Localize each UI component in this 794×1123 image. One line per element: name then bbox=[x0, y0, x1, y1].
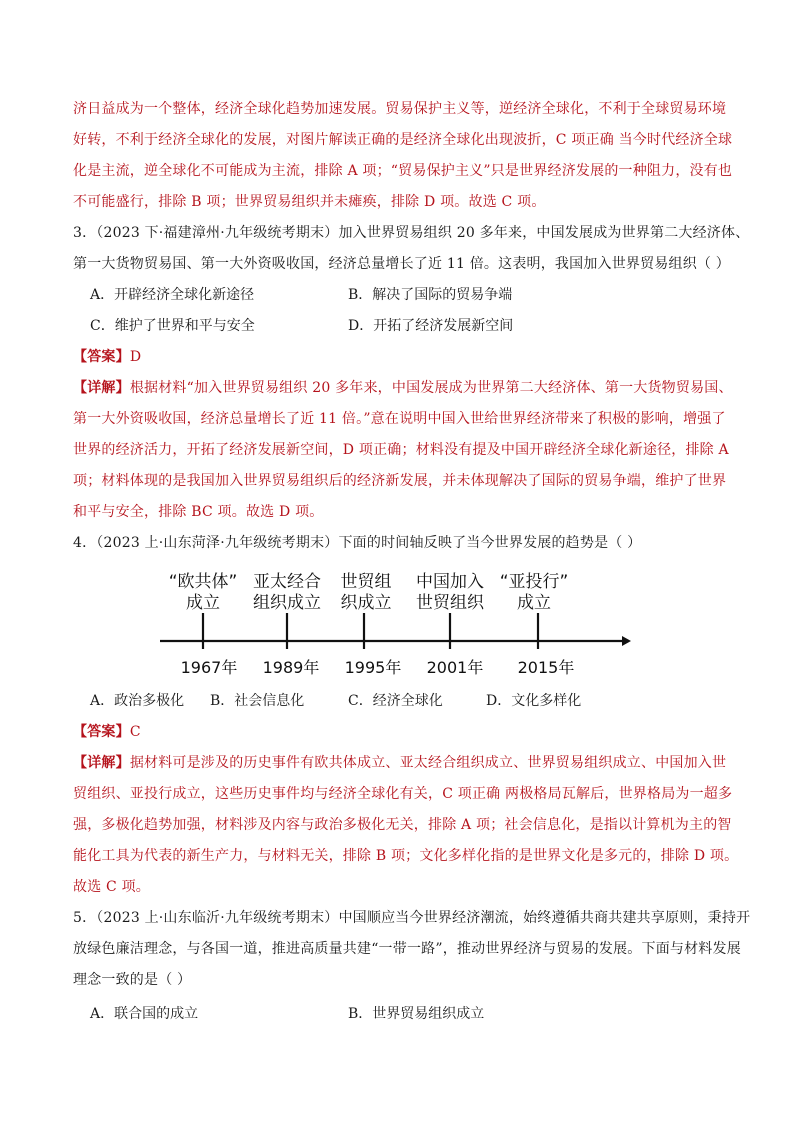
event-1-year: 1967年 bbox=[180, 658, 238, 677]
event-1-label-line2: 成立 bbox=[186, 593, 220, 613]
event-4-label-line1: 中国加入 bbox=[416, 572, 484, 592]
event-2-year: 1989年 bbox=[262, 658, 320, 677]
intro-line-1: 济日益成为一个整体，经济全球化趋势加速发展。贸易保护主义等，逆经济全球化，不利于全球贸易环境 bbox=[73, 101, 727, 117]
event-5-label-line1: “亚投行” bbox=[499, 572, 569, 592]
detail-text: 据材料可是涉及的历史事件有欧共体成立、亚太经合组织成立、世界贸易组织成立、中国加入世 bbox=[129, 755, 727, 771]
q4-detail-line-5: 故选 C 项。 bbox=[73, 879, 151, 895]
answer-value: C bbox=[129, 724, 141, 740]
q3-answer bbox=[73, 346, 141, 366]
timeline-figure bbox=[0, 565, 794, 685]
answer-tag: 【答案】 bbox=[73, 349, 130, 365]
q4-answer bbox=[73, 721, 141, 741]
q5-option-b: B．世界贸易组织成立 bbox=[348, 1006, 485, 1022]
q5-option-a: A．联合国的成立 bbox=[90, 1006, 199, 1022]
q3-detail-line-3: 世界的经济活力，开拓了经济发展新空间，D 项正确；材料没有提及中国开辟经济全球化新途径，排除 A bbox=[73, 442, 729, 458]
q3-option-a: A．开辟经济全球化新途径 bbox=[90, 287, 255, 303]
q4-option-b: B．社会信息化 bbox=[210, 693, 305, 709]
detail-text: 根据材料“加入世界贸易组织 20 多年来，中国发展成为世界第二大经济体、第一大货物贸易国、 bbox=[129, 380, 733, 396]
q4-detail-line-2: 贸组织、亚投行成立，这些历史事件均与经济全球化有关，C 项正确 两极格局瓦解后，世界格局为一超多 bbox=[73, 786, 733, 802]
q3-option-b: B．解决了国际的贸易争端 bbox=[348, 287, 513, 303]
event-4-year: 2001年 bbox=[426, 658, 484, 677]
q5-stem-line-2: 放绿色廉洁理念，与各国一道，推进高质量共建“一带一路”，推动世界经济与贸易的发展。下面与材料发展 bbox=[73, 941, 741, 957]
q4-option-c: C．经济全球化 bbox=[348, 693, 443, 709]
event-5-label-line2: 成立 bbox=[517, 593, 551, 613]
q3-stem-line-2: 第一大货物贸易国、第一大外资吸收国，经济总量增长了近 11 倍。这表明，我国加入世界贸易组织（ ） bbox=[73, 256, 730, 272]
timeline-arrow-icon bbox=[622, 636, 631, 646]
answer-value: D bbox=[129, 349, 142, 365]
q3-detail-line-2: 第一大外资吸收国，经济总量增长了近 11 倍。”意在说明中国入世给世界经济带来了积极的影响，增强了 bbox=[73, 411, 726, 427]
event-2-label-line2: 组织成立 bbox=[253, 593, 321, 613]
event-4-label-line2: 世贸组织 bbox=[416, 593, 484, 613]
event-5-year: 2015年 bbox=[517, 658, 575, 677]
detail-tag: 【详解】 bbox=[73, 380, 130, 396]
event-1-label-line1: “欧共体” bbox=[168, 572, 238, 592]
q4-detail-line-1 bbox=[73, 752, 726, 772]
q4-stem: 4．（2023 上·山东菏泽·九年级统考期末）下面的时间轴反映了当今世界发展的趋势是（ ） bbox=[73, 535, 642, 551]
event-3-label-line1: 世贸组 bbox=[340, 572, 392, 592]
answer-tag: 【答案】 bbox=[73, 724, 130, 740]
q5-stem-line-1: 5．（2023 上·山东临沂·九年级统考期末）中国顺应当今世界经济潮流，始终遵循共商共建共享原则，秉持开 bbox=[73, 910, 751, 926]
event-2-label-line1: 亚太经合 bbox=[253, 572, 321, 592]
q3-stem-line-1: 3．（2023 下·福建漳州·九年级统考期末）加入世界贸易组织 20 多年来，中国发展成为世界第二大经济体、 bbox=[73, 225, 750, 241]
q4-option-a: A．政治多极化 bbox=[90, 693, 185, 709]
intro-line-3: 化是主流，逆全球化不可能成为主流，排除 A 项；“贸易保护主义”只是世界经济发展的一种阻力，没有也 bbox=[73, 163, 733, 179]
q3-option-c: C．维护了世界和平与安全 bbox=[90, 318, 255, 334]
q3-detail-line-4: 项；材料体现的是我国加入世界贸易组织后的经济新发展，并未体现解决了国际的贸易争端，维护了世界 bbox=[73, 473, 727, 489]
detail-tag: 【详解】 bbox=[73, 755, 130, 771]
q3-detail-line-5: 和平与安全，排除 BC 项。故选 D 项。 bbox=[73, 504, 324, 520]
q4-detail-line-4: 能化工具为代表的新生产力，与材料无关，排除 B 项；文化多样化指的是世界文化是多元的，排除 D 项。 bbox=[73, 848, 739, 864]
q3-option-d: D．开拓了经济发展新空间 bbox=[348, 318, 514, 334]
intro-line-4: 不可能盛行，排除 B 项；世界贸易组织并未瘫痪，排除 D 项。故选 C 项。 bbox=[73, 194, 546, 210]
event-3-year: 1995年 bbox=[344, 658, 402, 677]
q4-detail-line-3: 强，多极化趋势加强，材料涉及内容与政治多极化无关，排除 A 项；社会信息化，是指以计算机为主的智 bbox=[73, 817, 732, 833]
q5-stem-line-3: 理念一致的是（ ） bbox=[73, 972, 192, 988]
q3-detail-line-1 bbox=[73, 377, 733, 397]
event-3-label-line2: 织成立 bbox=[340, 593, 392, 613]
intro-line-2: 好转，不利于经济全球化的发展，对图片解读正确的是经济全球化出现波折，C 项正确 当今时代经济全球 bbox=[73, 132, 733, 148]
q4-option-d: D．文化多样化 bbox=[486, 693, 582, 709]
